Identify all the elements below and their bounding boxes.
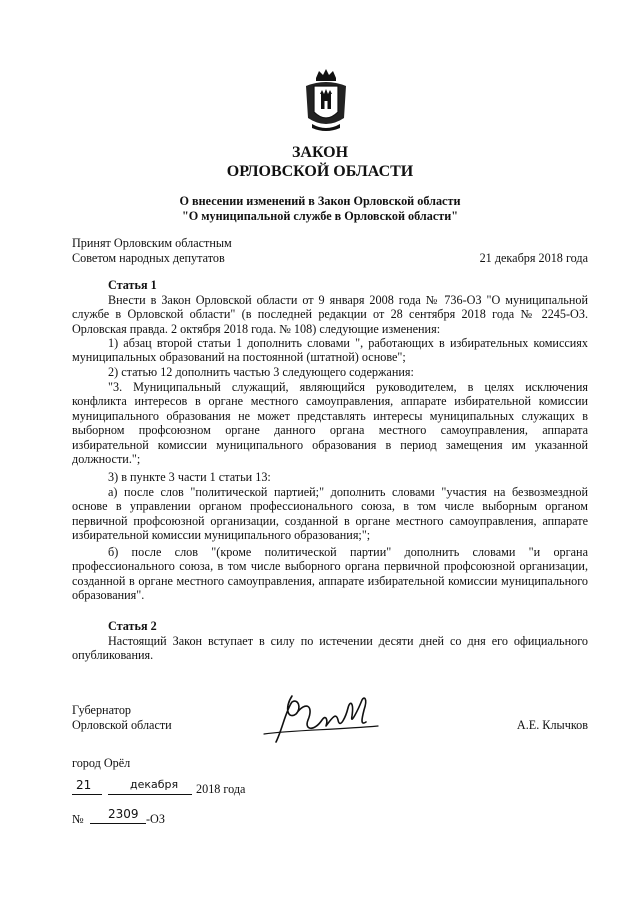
- signatory-position-line2: Орловской области: [72, 718, 172, 732]
- article1-item1: 1) абзац второй статьи 1 дополнить словами ", работающих в избирательных комиссиях муниципальных образований на постоянной (штатной) основе";: [72, 336, 588, 365]
- article1-quote: "3. Муниципальный служащий, являющийся руководителем, в целях исключения конфликта интересов в органе местного самоуправления, аппарате избирательной комиссии муниципального образования не может представлять интересы муниципальных служащих в выборном профсоюзном органе данного органа местного самоуправления, аппарата избирательной комиссии муниципального образования в период замещения им указанной должности.";: [72, 380, 588, 467]
- article1-intro: Внести в Закон Орловской области от 9 января 2008 года № 736-ОЗ "О муниципальной службе в Орловской области" (в последней редакции от 28 сентября 2018 года № 2245-ОЗ. Орловская правда. 2 октября 2018 года. № 108) следующие изменения:: [72, 293, 588, 336]
- article1-heading: Статья 1: [108, 278, 157, 292]
- coat-of-arms-emblem: [302, 68, 350, 134]
- document-subtitle-line2: "О муниципальной службе в Орловской области": [181, 209, 459, 223]
- handwritten-signature: [262, 690, 382, 748]
- document-title-line2: ОРЛОВСКОЙ ОБЛАСТИ: [226, 163, 414, 180]
- article2-heading: Статья 2: [108, 619, 157, 633]
- article1-item3a: а) после слов "политической партией;" дополнить словами "участия на безвозмездной основе в управлении органом профессионального союза, в том числе выборным органом первичной профсоюзной организации, созданной в органе местного самоуправления, аппарате избирательной комиссии муниципального образования;";: [72, 485, 588, 543]
- article1-item3b: б) после слов "(кроме политической партии" дополнить словами "и органа профессионального союза, в том числе выборного органа первичной профсоюзной организации, созданной в органе местного самоуправления, аппарате избирательной комиссии муниципального образования".: [72, 545, 588, 603]
- date-month: декабря: [130, 778, 179, 791]
- article1-item3: 3) в пункте 3 части 1 статьи 13:: [108, 470, 271, 484]
- adoption-line1: Принят Орловским областным: [72, 236, 232, 250]
- document-subtitle-line1: О внесении изменений в Закон Орловской области: [179, 194, 461, 208]
- article1-item2: 2) статью 12 дополнить частью 3 следующего содержания:: [108, 365, 414, 379]
- signatory-name: А.Е. Клычков: [516, 718, 588, 732]
- date-month-field: [108, 780, 192, 795]
- law-number-field: [90, 809, 146, 824]
- signatory-position-line1: Губернатор: [72, 703, 132, 717]
- date-day: 21: [76, 778, 92, 792]
- law-number-suffix: -ОЗ: [146, 812, 165, 826]
- adoption-line2: Советом народных депутатов: [72, 251, 225, 265]
- city-of-signing: город Орёл: [72, 756, 131, 770]
- adoption-date: 21 декабря 2018 года: [479, 251, 588, 265]
- law-number: 2309: [108, 807, 139, 821]
- date-year: 2018 года: [196, 782, 246, 796]
- law-number-prefix: №: [72, 812, 84, 826]
- document-title-line1: ЗАКОН: [291, 144, 349, 161]
- date-day-field: [72, 780, 102, 795]
- article2-text: Настоящий Закон вступает в силу по истечении десяти дней со дня его официального опубликования.: [72, 634, 588, 663]
